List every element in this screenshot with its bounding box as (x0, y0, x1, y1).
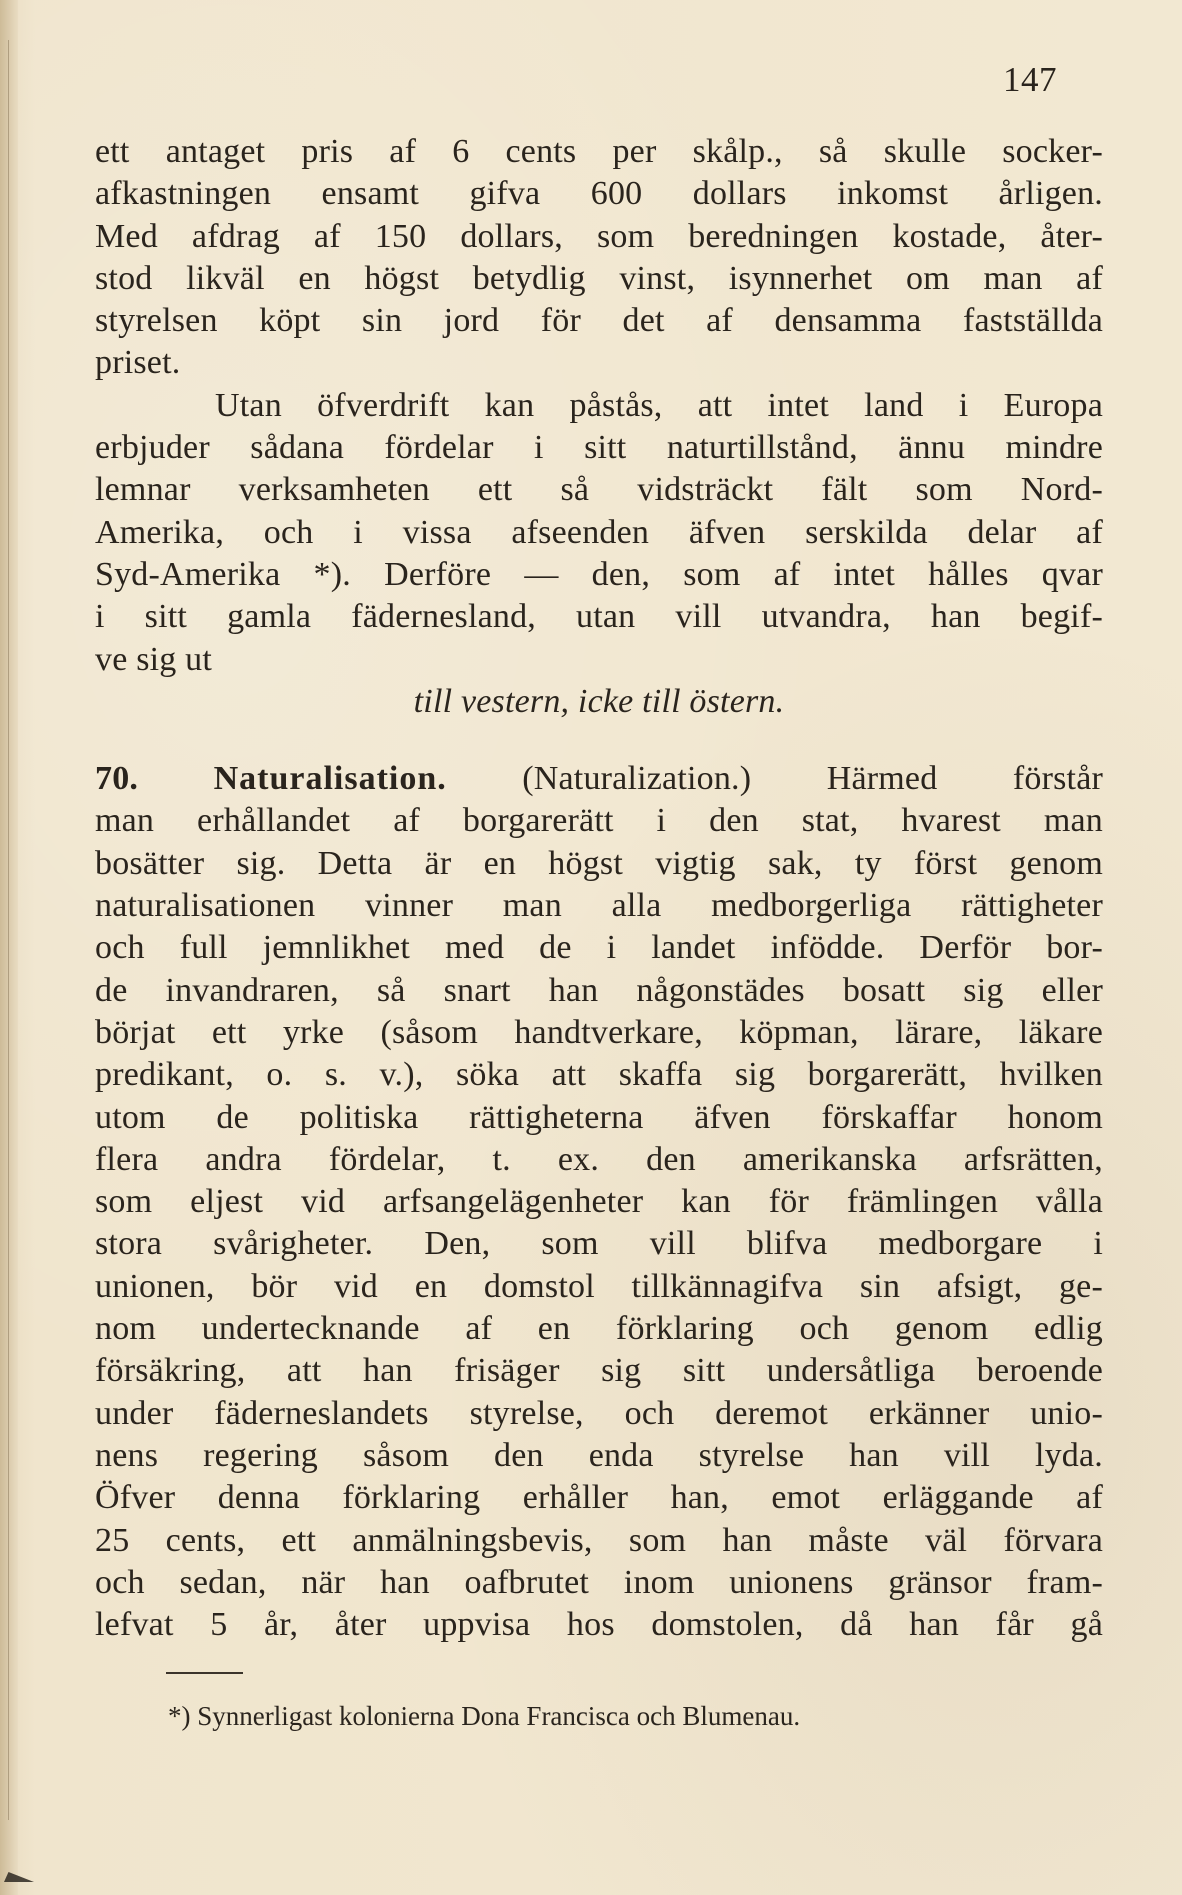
text-line: under fäderneslandets styrelse, och deremot erkänner unio- (95, 1394, 1103, 1432)
text-line: lemnar verksamheten ett så vidsträckt fält som Nord- (95, 471, 1103, 509)
text-line: i sitt gamla fädernesland, utan vill utvandra, han begif- (95, 598, 1103, 636)
text-line: och sedan, när han oafbrutet inom unionens gränsor fram- (95, 1563, 1103, 1601)
text-line: börjat ett yrke (såsom handtverkare, köpman, lärare, läkare (95, 1013, 1103, 1051)
text-line: ve sig ut (95, 640, 213, 678)
text-line: styrelsen köpt sin jord för det af densamma fastställda (95, 302, 1103, 340)
text-line: 25 cents, ett anmälningsbevis, som han måste väl förvara (95, 1521, 1103, 1559)
section-heading-text: (Naturalization.) Härmed förstår (522, 760, 1104, 798)
text-line: nens regering såsom den enda styrelse han vill lyda. (95, 1436, 1103, 1474)
text-line: naturalisationen vinner man alla medborgerliga rättigheter (95, 887, 1103, 925)
section-title: Naturalisation. (213, 760, 447, 798)
text-line: de invandraren, så snart han någonstädes bosatt sig eller (95, 971, 1103, 1009)
page-gutter (0, 0, 18, 1895)
text-line: afkastningen ensamt gifva 600 dollars inkomst årligen. (95, 175, 1103, 213)
gutter-line (8, 40, 9, 1820)
paragraph-2 (95, 385, 1103, 723)
text-line: som eljest vid arfsangelägenheter kan för främlingen vålla (95, 1183, 1103, 1221)
text-line: Utan öfverdrift kan påstås, att intet land i Europa (215, 386, 1103, 424)
main-text (95, 131, 1103, 1646)
section-spacer (95, 723, 1103, 758)
text-line: priset. (95, 344, 181, 382)
text-line: utom de politiska rättigheterna äfven förskaffar honom (95, 1098, 1103, 1136)
section-heading-line (95, 758, 1103, 800)
text-line: bosätter sig. Detta är en högst vigtig sak, ty först genom (95, 844, 1103, 882)
paragraph-1 (95, 131, 1103, 385)
text-line: Syd-Amerika *). Derföre — den, som af intet hålles qvar (95, 555, 1103, 593)
text-line: Amerika, och i vissa afseenden äfven serskilda delar af (95, 513, 1103, 551)
section-70 (95, 758, 1103, 1646)
text-line: Med afdrag af 150 dollars, som beredningen kostade, åter- (95, 217, 1103, 255)
footnote-rule (166, 1672, 243, 1674)
text-line: stora svårigheter. Den, som vill blifva medborgare i (95, 1225, 1103, 1263)
text-line: stod likväl en högst betydlig vinst, isynnerhet om man af (95, 259, 1103, 297)
corner-mark (4, 1872, 34, 1882)
text-line: och full jemnlikhet med de i landet infödde. Derför bor- (95, 929, 1103, 967)
text-line: unionen, bör vid en domstol tillkännagifva sin afsigt, ge- (95, 1267, 1103, 1305)
text-line: man erhållandet af borgarerätt i den stat, hvarest man (95, 802, 1103, 840)
text-line: nom undertecknande af en förklaring och genom edlig (95, 1310, 1103, 1348)
footnote: *) Synnerligast kolonierna Dona Francisca och Blumenau. (168, 1701, 801, 1731)
page-number: 147 (1003, 60, 1057, 99)
text-line: erbjuder sådana fördelar i sitt naturtillstånd, ännu mindre (95, 429, 1103, 467)
text-line: flera andra fördelar, t. ex. den amerikanska arfsrätten, (95, 1140, 1103, 1178)
text-line: predikant, o. s. v.), söka att skaffa sig borgarerätt, hvilken (95, 1056, 1103, 1094)
section-number: 70. (95, 760, 139, 798)
text-line: försäkring, att han frisäger sig sitt undersåtliga beroende (95, 1352, 1103, 1390)
text-line: ett antaget pris af 6 cents per skålp., så skulle socker- (95, 133, 1103, 170)
text-line: lefvat 5 år, åter uppvisa hos domstolen, då han får gå (95, 1606, 1103, 1644)
centered-italic-line: till vestern, icke till östern. (413, 682, 785, 720)
text-line: Öfver denna förklaring erhåller han, emot erläggande af (95, 1479, 1103, 1517)
